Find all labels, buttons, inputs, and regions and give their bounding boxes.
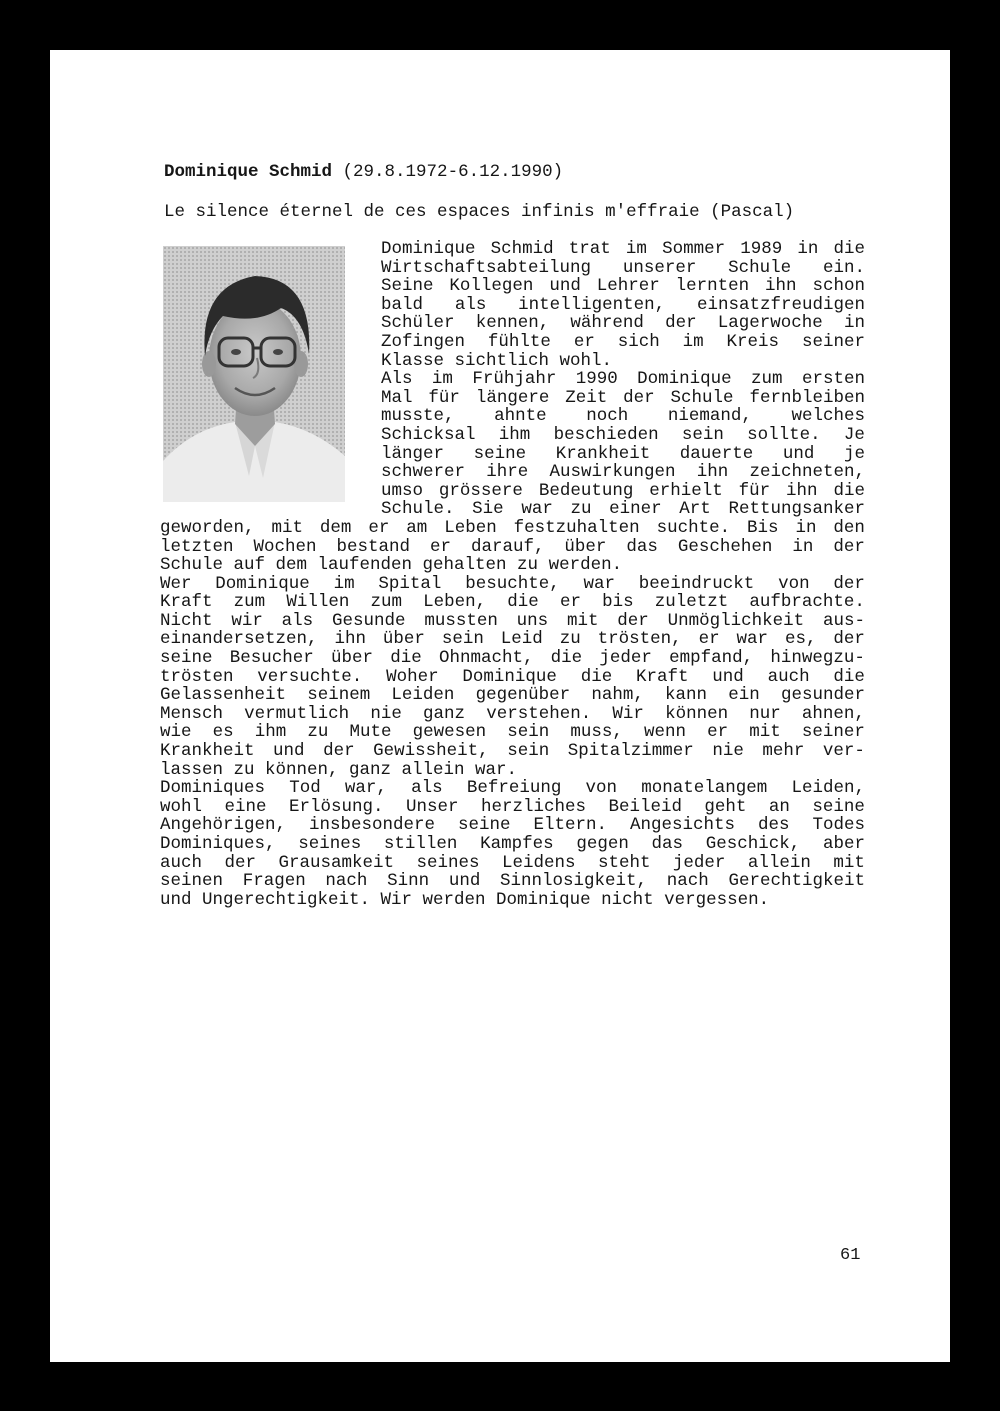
text-line [160, 742, 865, 761]
word: im [333, 573, 355, 594]
word: gegenüber [475, 685, 571, 706]
word: Frühjahr [472, 369, 557, 390]
word: Unser [405, 796, 459, 817]
word: Dominique [637, 369, 732, 390]
word: ganz [423, 703, 466, 724]
word: einandersetzen, [160, 629, 318, 650]
text-line [381, 296, 865, 315]
word: Leben, [423, 592, 487, 613]
word: ahnte [494, 406, 547, 427]
word: ersten [801, 369, 865, 390]
text-line [381, 277, 865, 296]
word: uns [516, 610, 549, 631]
word: der [323, 741, 355, 762]
word: länger [381, 443, 445, 464]
word: Leidens [501, 852, 576, 873]
word: mehr [762, 741, 805, 762]
word: Lehrer [596, 276, 660, 297]
word: herzliches [480, 796, 586, 817]
word: mit [566, 610, 599, 631]
word: Erlösung. [288, 796, 384, 817]
word: erhielt [649, 480, 723, 501]
text-line [381, 426, 865, 445]
word: verstehen. [486, 703, 592, 724]
word: sein [681, 424, 724, 445]
heading-name: Dominique Schmid [164, 162, 333, 182]
word: Gerechtigkeit [728, 871, 865, 892]
word: war [736, 629, 769, 650]
word: kann [665, 685, 708, 706]
word: im [431, 369, 453, 390]
word: zu [307, 722, 329, 743]
word: in [797, 239, 819, 259]
word: der [623, 387, 655, 408]
word: eine [224, 796, 267, 817]
word: einer [609, 499, 662, 520]
word: das [626, 536, 658, 557]
word: Leiden [391, 685, 455, 706]
word: der [617, 610, 649, 631]
word: die [833, 666, 865, 687]
word: als [454, 294, 487, 315]
word: ein [728, 685, 760, 706]
word: ihn [334, 629, 366, 650]
word: zu [570, 499, 592, 520]
word: ihm [254, 722, 287, 743]
word: sollte. [747, 424, 821, 445]
word: grössere [438, 480, 523, 501]
word: Unmöglichkeit [667, 610, 805, 631]
word: insbesondere [309, 815, 436, 836]
word: Schmid [490, 239, 554, 259]
word: Wirtschaftsabteilung [381, 257, 592, 278]
word: wir [231, 610, 263, 631]
word: sein [507, 722, 550, 743]
word: während [570, 313, 644, 334]
word: sich [617, 331, 660, 352]
text-line [160, 854, 865, 873]
word: seines [298, 834, 362, 854]
word: trösten, [597, 629, 682, 650]
word: Krankheit [555, 443, 651, 464]
word: beschieden [553, 424, 659, 445]
word: seiner [801, 331, 865, 352]
word: mit [833, 852, 865, 873]
word: über [330, 648, 373, 669]
text-line [381, 500, 865, 519]
word: festzuhalten [513, 517, 640, 538]
word: seinem [307, 685, 371, 706]
word: Auswirkungen [549, 462, 676, 483]
text-line [381, 370, 865, 389]
word: und [273, 741, 305, 762]
word: Sinn [387, 871, 430, 892]
word: Zofingen [381, 331, 466, 352]
word: nach [666, 871, 709, 892]
word: nur [749, 703, 781, 724]
word: von [778, 573, 810, 594]
word: geworden, [160, 517, 255, 538]
word: seines [416, 852, 480, 873]
word: Nicht [160, 610, 213, 631]
word: gegen [576, 834, 629, 854]
word: aus- [822, 610, 865, 631]
text-line [160, 649, 865, 668]
word: über [564, 536, 607, 557]
text-line [160, 668, 865, 687]
word: zum [233, 592, 266, 613]
word: des [757, 815, 790, 836]
word: Woher [386, 666, 439, 687]
word: ahnen, [801, 703, 865, 724]
word: hinwegzu- [770, 648, 865, 669]
word: fühlte [487, 331, 551, 352]
word: Spital [378, 573, 442, 594]
word: darauf, [470, 536, 545, 557]
word: Angehörigen, [160, 815, 287, 836]
text-line [160, 538, 865, 557]
word: es, [784, 629, 817, 650]
word: seine [812, 796, 865, 817]
word: für [428, 387, 460, 408]
word: im [625, 239, 647, 259]
text-line: Schule auf dem laufenden gehalten zu werden. [160, 555, 623, 576]
word: Gewissheit, [373, 741, 489, 762]
word: dem [319, 517, 352, 538]
word: Schule [670, 387, 734, 408]
word: seine [458, 815, 511, 836]
word: die [390, 648, 422, 669]
word: für [738, 480, 771, 501]
word: Spitalzimmer [567, 741, 694, 762]
word: den [833, 517, 865, 538]
word: einsatzfreudigen [696, 294, 865, 315]
word: Mal [381, 387, 413, 408]
word: die [833, 480, 865, 501]
word: aber [822, 834, 865, 854]
word: Dominique [215, 573, 310, 594]
word: Tod [289, 778, 321, 799]
word: Kraft [636, 666, 689, 687]
word: Mensch [160, 703, 224, 724]
word: je [843, 443, 865, 464]
word: Geschehen [677, 536, 773, 557]
word: Dominiques, [160, 834, 276, 854]
word: Seine [381, 276, 434, 297]
text-line [160, 519, 865, 538]
word: und [782, 443, 815, 464]
word: Fragen [242, 871, 306, 892]
word: jeder [672, 852, 726, 873]
text-line [381, 333, 865, 352]
word: Mute [349, 722, 392, 743]
word: Beileid [608, 796, 682, 817]
word: Als [381, 369, 413, 390]
word: an [768, 796, 790, 817]
word: und [549, 276, 581, 297]
word: Dominique [462, 666, 557, 687]
word: vermutlich [244, 703, 350, 724]
word: auch [160, 852, 203, 873]
word: Sie [472, 499, 504, 520]
word: lernten [675, 276, 750, 297]
word: nahm, [591, 685, 644, 706]
word: jeder [599, 648, 652, 669]
word: 1989 [740, 239, 783, 259]
text-line [381, 389, 865, 408]
text-line [160, 779, 865, 798]
text-line [160, 835, 865, 854]
text-line [160, 612, 865, 631]
text-line [160, 686, 865, 705]
word: allein [747, 852, 811, 873]
page-number: 61 [840, 1246, 861, 1265]
word: Ohnmacht, [438, 648, 534, 669]
obituary-body [160, 240, 865, 909]
word: wie [160, 722, 192, 743]
word: nie [712, 741, 744, 762]
word: schon [812, 276, 865, 297]
word: war [583, 573, 615, 594]
word: der [224, 852, 256, 873]
word: gesunder [780, 685, 865, 706]
word: zeichneten, [749, 462, 865, 483]
word: Kraft [160, 592, 213, 613]
word: die [833, 239, 865, 259]
word: gewesen [412, 722, 487, 743]
word: er [707, 722, 729, 743]
word: fernbleiben [749, 387, 865, 408]
word: Krankheit [160, 741, 255, 762]
word: intelligenten, [518, 294, 666, 315]
word: besuchte, [465, 573, 560, 594]
word: trösten [160, 666, 234, 687]
word: Leid [500, 629, 543, 650]
text-line: lassen zu können, ganz allein war. [160, 759, 518, 780]
word: Wir [612, 703, 644, 724]
obituary-heading [164, 162, 563, 182]
text-line [381, 482, 865, 501]
word: die [580, 666, 613, 687]
word: stillen [383, 834, 458, 854]
word: Dominique [381, 239, 476, 259]
word: kennen, [475, 313, 550, 334]
word: Dominiques [160, 778, 266, 799]
word: steht [597, 852, 651, 873]
word: suchte. [656, 517, 731, 538]
word: der [833, 629, 865, 650]
word: Grausamkeit [278, 852, 394, 873]
word: unserer [622, 257, 697, 278]
word: geht [704, 796, 747, 817]
text-line [160, 723, 865, 742]
word: sein [507, 741, 550, 762]
word: das [651, 834, 684, 854]
word: können [665, 703, 729, 724]
word: seinen [160, 871, 224, 892]
word: ihm [498, 424, 531, 445]
word: in [792, 536, 814, 557]
word: Schüler [381, 313, 455, 334]
word: empfand, [669, 648, 754, 669]
word: er [368, 517, 390, 538]
text-line [381, 259, 865, 278]
word: Willen [286, 592, 350, 613]
word: bis [602, 592, 634, 613]
word: Todes [812, 815, 865, 836]
word: Gelassenheit [160, 685, 287, 706]
word: Sommer [662, 239, 726, 259]
word: zu [559, 629, 581, 650]
word: Leben [444, 517, 497, 538]
word: längere [475, 387, 550, 408]
word: mussten [424, 610, 498, 631]
word: Gesunde [331, 610, 406, 631]
text-line [160, 798, 865, 817]
word: monatelangem [641, 778, 768, 799]
word: versuchte. [257, 666, 363, 687]
word: Angesichts [629, 815, 735, 836]
word: schwerer [381, 462, 466, 483]
word: Besucher [229, 648, 314, 669]
word: nie [370, 703, 402, 724]
word: auch [767, 666, 810, 687]
word: von [585, 778, 618, 799]
epigraph-quote: Le silence éternel de ces espaces infinis m'effraie (Pascal) [164, 202, 795, 222]
word: es [212, 722, 234, 743]
text-line [381, 463, 865, 482]
word: Kampfes [480, 834, 554, 854]
text-line [381, 407, 865, 426]
word: Wer [160, 573, 192, 594]
word: in [795, 517, 817, 538]
word: beeindruckt [638, 573, 755, 594]
word: noch [586, 406, 629, 427]
word: Je [843, 424, 865, 445]
word: im [682, 331, 704, 352]
word: er [573, 331, 595, 352]
word: musste, [381, 406, 455, 427]
word: Kreis [726, 331, 780, 352]
word: zuletzt [654, 592, 729, 613]
word: er [698, 629, 720, 650]
text-line [160, 872, 865, 891]
word: 1990 [575, 369, 618, 390]
text-line [381, 445, 865, 464]
word: als [411, 778, 443, 799]
word: Art [679, 499, 711, 520]
text-line [160, 630, 865, 649]
word: bald [381, 294, 424, 315]
word: Bis [747, 517, 779, 538]
word: Kollegen [449, 276, 534, 297]
word: Eltern. [533, 815, 607, 836]
word: ihre [486, 462, 529, 483]
word: die [507, 592, 539, 613]
word: sein [441, 629, 484, 650]
text-line: und Ungerechtigkeit. Wir werden Dominique nicht vergessen. [160, 889, 770, 910]
word: war [521, 499, 553, 520]
text-line [381, 240, 865, 259]
word: ver- [822, 741, 865, 762]
word: am [406, 517, 428, 538]
word: der [665, 313, 697, 334]
word: war, [344, 778, 387, 799]
word: der [833, 573, 865, 594]
word: Schule. [381, 499, 455, 520]
word: Zeit [565, 387, 608, 408]
word: Leiden, [791, 778, 865, 799]
word: Schule [728, 257, 792, 278]
word: bestand [336, 536, 410, 557]
word: wohl [160, 796, 203, 817]
word: dauerte [679, 443, 754, 464]
word: ein. [822, 257, 865, 278]
text-line [160, 575, 865, 594]
word: in [843, 313, 865, 334]
heading-dates: (29.8.1972-6.12.1990) [342, 162, 564, 182]
word: mit [749, 722, 781, 743]
text-line [160, 816, 865, 835]
word: welches [791, 406, 865, 427]
text-line [160, 593, 865, 612]
word: über [382, 629, 425, 650]
word: die [550, 648, 583, 669]
word: niemand, [667, 406, 752, 427]
word: mit [271, 517, 303, 538]
text-line: Klasse sichtlich wohl. [381, 350, 613, 371]
word: seine [160, 648, 213, 669]
word: Lagerwoche [717, 313, 823, 334]
word: ihn [765, 276, 797, 297]
word: zum [751, 369, 783, 390]
text-line [381, 314, 865, 333]
word: Geschick, [705, 834, 801, 854]
word: trat [568, 239, 611, 259]
word: Schicksal [381, 424, 476, 445]
word: zum [370, 592, 402, 613]
word: Befreiung [466, 778, 562, 799]
word: Bedeutung [538, 480, 634, 501]
word: seine [473, 443, 527, 464]
word: Sinnlosigkeit, [500, 871, 648, 892]
word: und [448, 871, 481, 892]
word: Rettungsanker [728, 499, 865, 520]
document-page [50, 50, 950, 1362]
word: wenn [644, 722, 687, 743]
word: muss, [570, 722, 623, 743]
word: Wochen [253, 536, 317, 557]
word: er [429, 536, 451, 557]
word: der [833, 536, 865, 557]
word: und [712, 666, 744, 687]
word: umso [381, 480, 424, 501]
word: als [281, 610, 314, 631]
word: seiner [801, 722, 865, 743]
word: ihn [696, 462, 729, 483]
word: ihn [786, 480, 818, 501]
word: er [559, 592, 581, 613]
text-line [160, 705, 865, 724]
word: nach [325, 871, 368, 892]
word: letzten [160, 536, 234, 557]
word: aufbrachte. [749, 592, 865, 613]
